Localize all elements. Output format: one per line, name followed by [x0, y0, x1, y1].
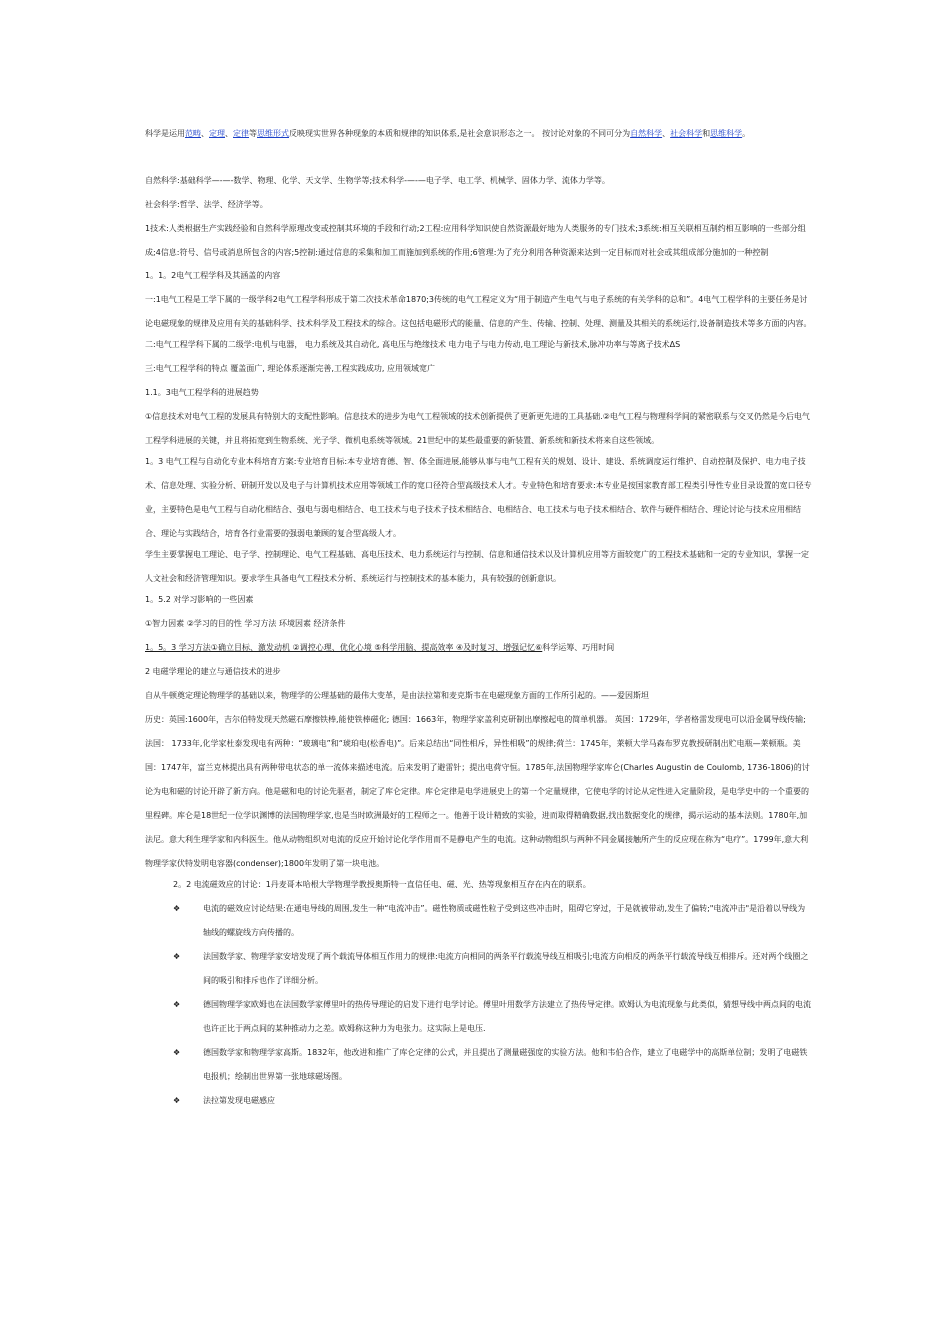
diamond-bullet-icon: ❖	[173, 952, 181, 961]
link-dingli[interactable]: 定理	[209, 129, 225, 138]
link-siwei-kexue[interactable]: 思维科学	[710, 129, 743, 138]
link-shehui-kexue[interactable]: 社会科学	[670, 129, 703, 138]
link-ziran-kexue[interactable]: 自然科学	[630, 129, 663, 138]
paragraph: 自从牛顿奠定理论物理学的基础以来，物理学的公理基础的最伟大变革，是由法拉第和麦克斯韦在电磁现象方面的工作所引起的。——爱因斯坦	[145, 691, 649, 700]
bullet-item: ❖ 德国数学家和物理学家高斯。1832年，他改进和推广了库仑定律的公式，并且提出了测量磁强度的实验方法。他和韦伯合作，建立了电磁学中的高斯单位制；发明了电磁铁电报机；绘制出世界第一张地球磁场图。	[173, 1041, 813, 1089]
paragraph: 社会科学:哲学、法学、经济学等。	[145, 200, 268, 209]
section-heading: 1。5.2 对学习影响的一些因素	[145, 595, 254, 604]
study-methods: 1。5。3 学习方法①确立目标、激发动机 ②调控心理、优化心境 ⑤科学用脑、提高效率 ④及时复习、增强记忆⑥科学运筹、巧用时间	[145, 643, 615, 652]
section-heading: 1。1。2电气工程学科及其涵盖的内容	[145, 271, 281, 280]
link-siwei-xingshi[interactable]: 思维形式	[257, 129, 289, 138]
link-fanchou[interactable]: 范畴	[185, 129, 201, 138]
paragraph: 2。2 电流磁效应的讨论：1丹麦哥本哈根大学物理学教授奥斯特一直信任电、磁、光、热等现象相互存在内在的联系。	[173, 880, 591, 889]
bullet-item: ❖ 电流的磁效应讨论结果:在通电导线的周围,发生一种“电流冲击”。磁性物质或磁性粒子受到这些冲击时，阻碍它穿过，于是就被带动,发生了偏转;"电流冲击"是沿着以导线为轴线的螺旋线方向传播的。	[173, 897, 813, 945]
link-dinglv[interactable]: 定律	[233, 129, 249, 138]
diamond-bullet-icon: ❖	[173, 1048, 181, 1057]
document-page	[145, 127, 813, 1113]
diamond-bullet-icon: ❖	[173, 1096, 181, 1105]
study-methods-underlined: 1。5。3 学习方法①确立目标、激发动机 ②调控心理、优化心境 ⑤科学用脑、提高效率 ④及时复习、增强记忆⑥	[145, 643, 543, 652]
paragraph: 二:电气工程学科下属的二级学:电机与电器， 电力系统及其自动化, 高电压与绝缘技术 电力电子与电力传动,电工理论与新技术,脉冲功率与等离子技术ΔS	[145, 340, 681, 349]
section-heading: 1.1。3电气工程学科的进展趋势	[145, 388, 259, 397]
intro-paragraph: 科学是运用范畴、定理、定律等思维形式反映现实世界各种现象的本质和规律的知识体系,是社会意识形态之一。 按讨论对象的不同可分为自然科学、社会科学和思维科学。	[145, 129, 751, 138]
bullet-item: ❖ 法国数学家、物理学家安培发现了两个载流导体相互作用力的规律:电流方向相同的两条平行载流导线互相吸引;电流方向相反的两条平行载流导线互相排斥。还对两个线圈之间的吸引和排斥也作了详细分析。	[173, 945, 813, 993]
paragraph: 1。3 电气工程与自动化专业本科培育方案:专业培育目标:本专业培育德、智、体全面进展,能够从事与电气工程有关的规划、设计、建设、系统调度运行维护、自动控制及保护、电力电子技术、信息处理、实验分析、研制开发以及电子与计算机技术应用等领域工作的宽口径符合型高级技术人才。专业特色和培育要求:本专业是按国家教育部工程类引导性专业目录设置的宽口径专业，主要特色是电气工程与自动化相结合、强电与弱电相结合、电工技术与电子技术子技术相结合、电相结合、电工技术与电子技术相结合、软件与硬件相结合、理论讨论与技术应用相结合、理论与实践结合，培育各行业需要的强弱电兼顾的复合型高级人才。	[145, 457, 812, 538]
paragraph: 自然科学:基础科学—-—-数学、物理、化学、天文学、生物学等;技术科学-—-—电子学、电工学、机械学、固体力学、流体力学等。	[145, 176, 610, 185]
paragraph: 1技术:人类根据生产实践经验和自然科学原理改变或控制其环境的手段和行动;2工程:应用科学知识使自然资源最好地为人类服务的专门技术;3系统:相互关联相互制约相互影响的一些部分组成;4信息:符号、信号或消息所包含的内容;5控制:通过信息的采集和加工而施加到系统的作用;6管理:为了充分利用各种资源来达到一定目标而对社会或其组成部分施加的一种控制	[145, 224, 806, 257]
diamond-bullet-icon: ❖	[173, 904, 181, 913]
paragraph: ①智力因素 ②学习的目的性 学习方法 环境因素 经济条件	[145, 619, 346, 628]
bullet-item: ❖ 法拉第发现电磁感应	[173, 1089, 813, 1113]
section-heading: 2 电磁学理论的建立与通信技术的进步	[145, 667, 281, 676]
bullet-item: ❖ 德国物理学家欧姆也在法国数学家傅里叶的热传导理论的启发下进行电学讨论。傅里叶用数学方法建立了热传导定律。欧姆认为电流现象与此类似，猜想导线中两点间的电流也许正比于两点间的某种推动力之差。欧姆称这种力为电张力。这实际上是电压.	[173, 993, 813, 1041]
paragraph: 学生主要掌握电工理论、电子学、控制理论、电气工程基础、高电压技术、电力系统运行与控制、信息和通信技术以及计算机应用等方面较宽广的工程技术基础和一定的专业知识，掌握一定人文社会和经济管理知识。要求学生具备电气工程技术分析、系统运行与控制技术的基本能力，具有较强的创新意识。	[145, 550, 809, 583]
paragraph: ①信息技术对电气工程的发展具有特别大的支配性影响。信息技术的进步为电气工程领域的技术创新提供了更新更先进的工具基础.②电气工程与物理科学间的紧密联系与交叉仍然是今后电气工程学科进展的关键，并且将拓宽到生物系统、光子学、微机电系统等领域。21世纪中的某些最重要的新装置、新系统和新技术将来自这些领域。	[145, 412, 810, 445]
diamond-bullet-icon: ❖	[173, 1000, 181, 1009]
paragraph: 三:电气工程学科的特点 覆盖面广, 理论体系逐渐完善,工程实践成功, 应用领域宽广	[145, 364, 435, 373]
paragraph: 一:1电气工程是工学下属的一级学科2电气工程学科形成于第二次技术革命1870;3传统的电气工程定义为“用于制造产生电气与电子系统的有关学科的总和”。4电气工程学科的主要任务是讨论电磁现象的规律及应用有关的基础科学、技术科学及工程技术的综合。这包括电磁形式的能量、信息的产生、传输、控制、处理、测量及其相关的系统运行,设备制造技术等多方面的内容。	[145, 295, 812, 328]
paragraph: 历史：英国:1600年，吉尔伯特发现天然磁石摩擦铁棒,能使铁棒磁化; 德国：1663年，物理学家盖利克研制出摩擦起电的简单机器。 英国：1729年，学者格雷发现电可以沿金属导线传输;法国： 1733年,化学家杜泰发现电有两种：“玻璃电”和“琥珀电(松香电)”。后来总结出“同性相斥，异性相吸”的规律;荷兰：1745年，莱顿大学马森布罗克教授研制出贮电瓶—莱顿瓶。美国：1747年，富兰克林提出具有两种带电状态的单一流体来描述电流。后来发明了避雷针；提出电荷守恒。1785年,法国物理学家库仑(Charles Augustin de Coulomb, 1736-1806)的讨论为电和磁的讨论开辟了新方向。他是磁和电的讨论先驱者，制定了库仑定律。库仑定律是电学进展史上的第一个定量规律，它使电学的讨论从定性进入定量阶段，是电学史中的一个重要的里程碑。库仑是18世纪一位学识渊博的法国物理学家,也是当时欧洲最好的工程师之一。他善于设计精致的实验，进而取得精确数据,找出数据变化的规律，揭示运动的基本法则。1780年,加法尼。意大利生理学家和内科医生。他从动物组织对电流的反应开始讨论化学作用而不是静电产生的电流。这种动物组织与两种不同金属接触所产生的反应现在称为“电疗”。1799年,意大利物理学家伏特发明电容器(condenser);1800年发明了第一块电池。	[145, 715, 810, 868]
